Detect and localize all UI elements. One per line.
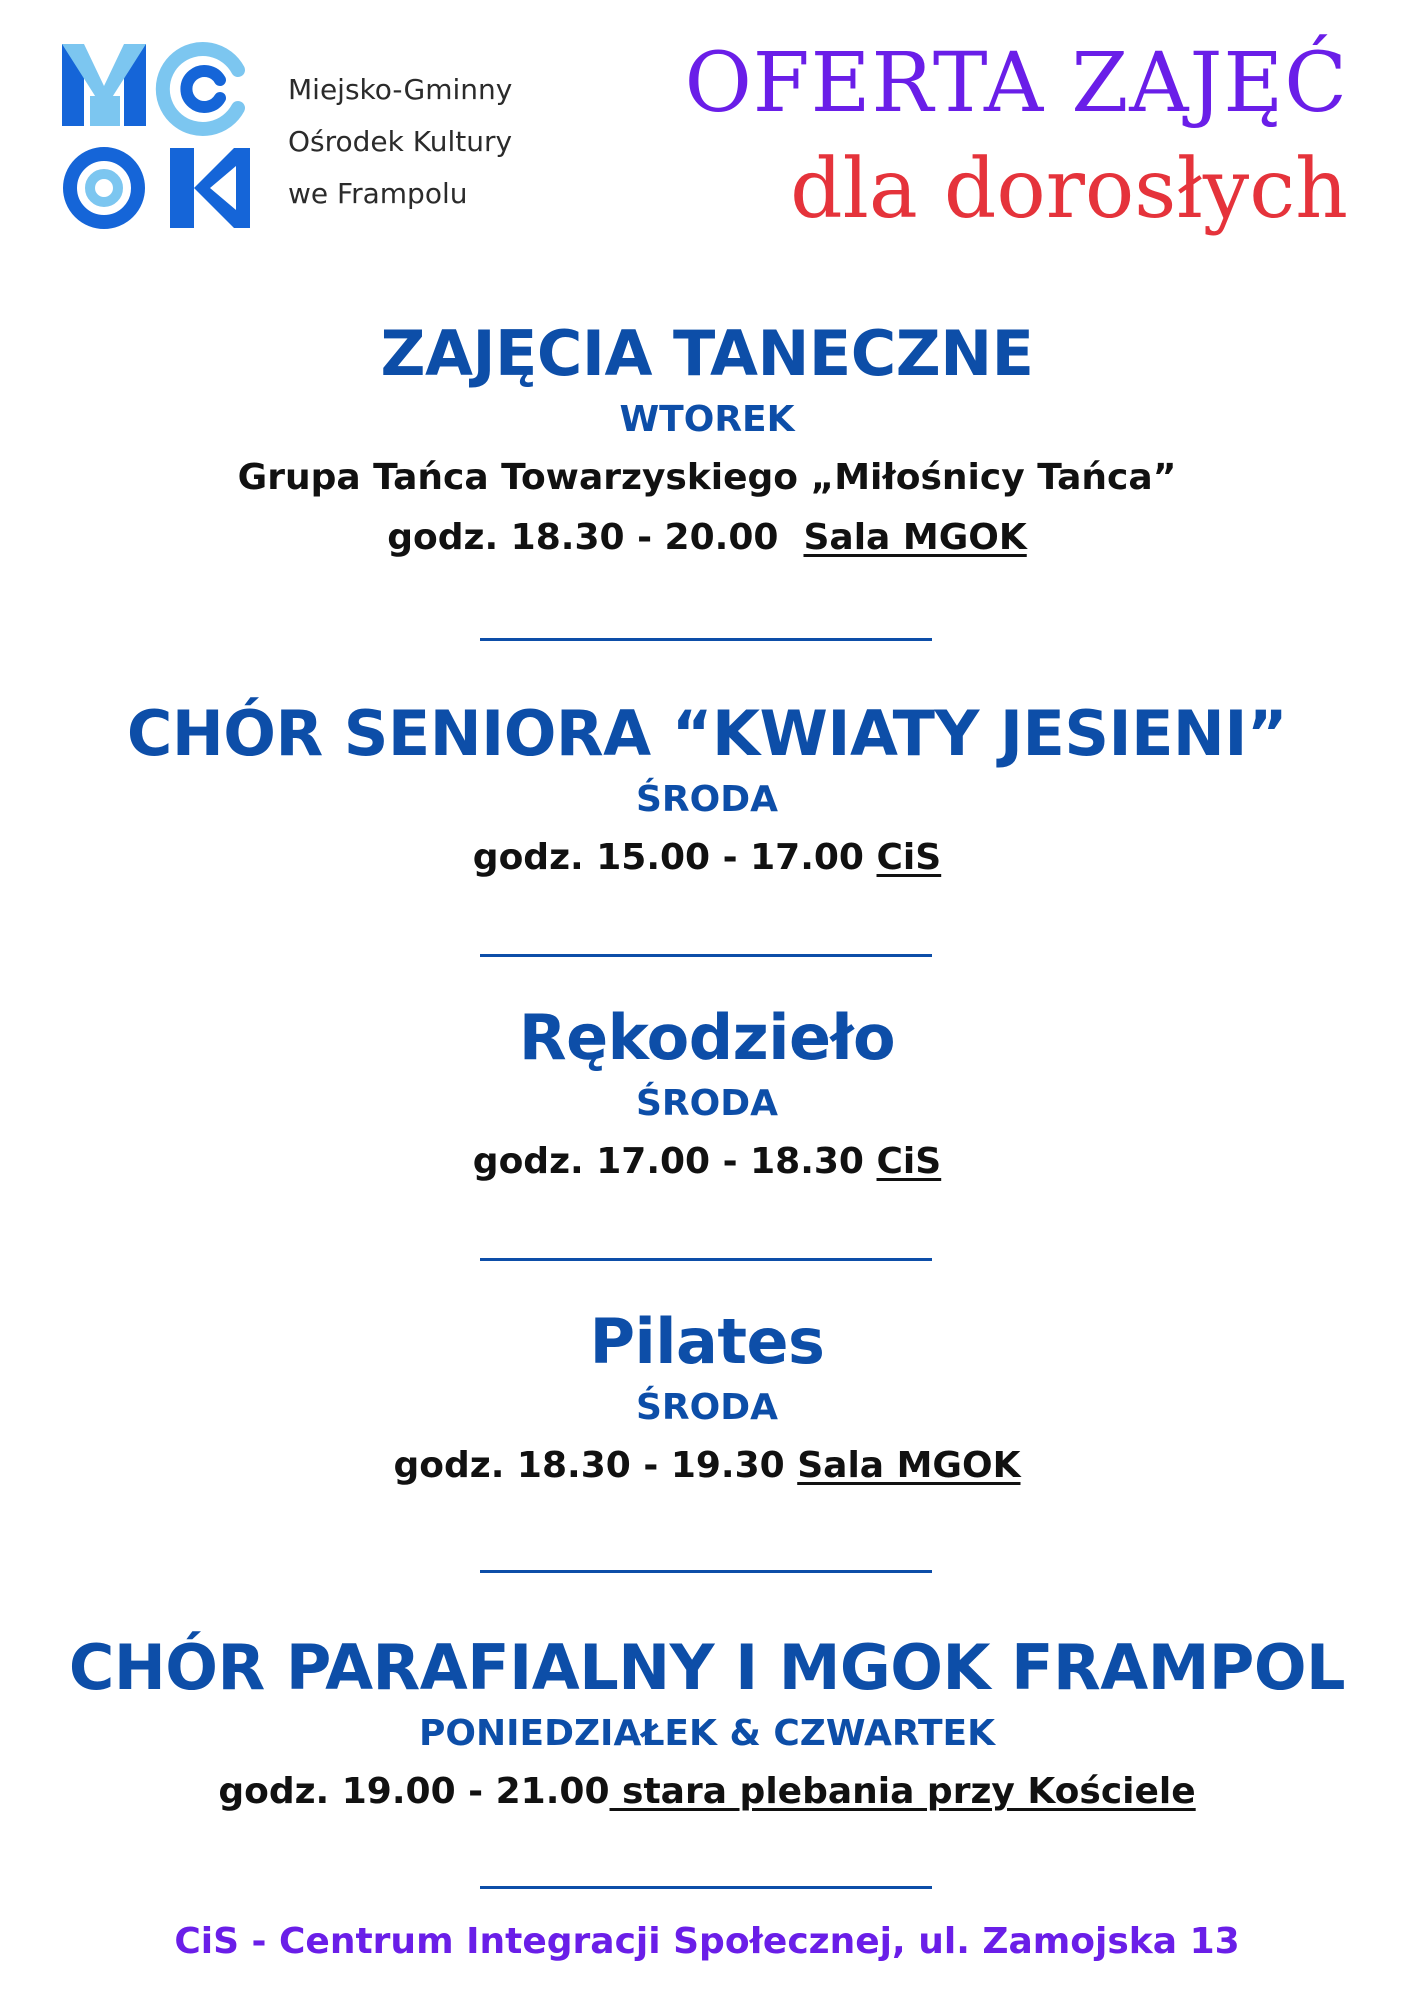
section-title: Rękodzieło [518,1001,896,1074]
section-dance-classes [0,316,1414,568]
section-day: ŚRODA [636,1387,778,1428]
section-place: Sala MGOK [797,1445,1021,1486]
section-schedule [0,828,1414,888]
section-parish-choir [0,1630,1414,1822]
page-subtitle: dla dorosłych [790,142,1348,237]
logo-letter-g [163,49,238,129]
mgok-logo [62,40,252,230]
section-schedule [0,1762,1414,1822]
section-group: Grupa Tańca Towarzyskiego „Miłośnicy Tańca” [237,457,1177,498]
org-name-line-2: Ośrodek Kultury [288,125,513,158]
footer-address: CiS - Centrum Integracji Społecznej, ul. Zamojska 13 [174,1921,1240,1962]
section-senior-choir [0,696,1414,888]
section-time: godz. 17.00 - 18.30 [472,1141,877,1182]
section-title: Pilates [589,1305,825,1378]
organization-name [288,64,512,220]
section-day: ŚRODA [636,779,778,820]
section-schedule [0,508,1414,568]
divider [480,1886,932,1889]
logo-letter-o [70,154,138,222]
section-place: stara plebania przy Kościele [609,1771,1196,1812]
section-place: CiS [876,1141,942,1182]
section-time: godz. 19.00 - 21.00 [218,1771,610,1812]
section-schedule [0,1132,1414,1192]
logo-letter-k [170,148,250,228]
divider [480,954,932,957]
section-day: PONIEDZIAŁEK & CZWARTEK [418,1713,996,1754]
section-title: CHÓR PARAFIALNY I MGOK FRAMPOL [68,1631,1346,1704]
section-time: godz. 18.30 - 19.30 [393,1445,798,1486]
page-title: OFERTA ZAJĘĆ [684,36,1348,131]
section-title: CHÓR SENIORA “KWIATY JESIENI” [126,697,1288,770]
section-title: ZAJĘCIA TANECZNE [380,317,1034,390]
section-time: godz. 15.00 - 17.00 [472,837,877,878]
section-place: Sala MGOK [803,517,1027,558]
section-day: ŚRODA [636,1083,778,1124]
divider [480,1258,932,1261]
section-day: WTOREK [619,399,795,440]
section-place: CiS [876,837,942,878]
org-name-line-1: Miejsko-Gminny [288,73,513,106]
section-time: godz. 18.30 - 20.00 [387,517,804,558]
divider [480,638,932,641]
section-schedule [0,1436,1414,1496]
section-pilates [0,1304,1414,1496]
org-name-line-3: we Frampolu [288,177,468,210]
divider [480,1570,932,1573]
section-handicraft [0,1000,1414,1192]
logo-letter-m [62,44,146,126]
